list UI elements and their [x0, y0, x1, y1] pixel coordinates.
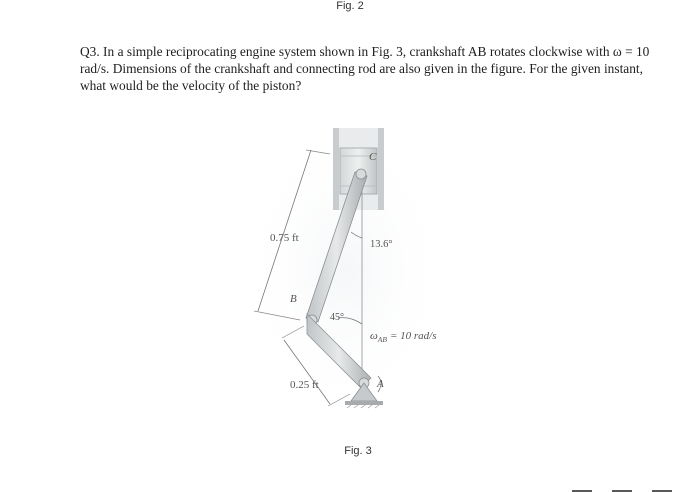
label-B: B — [290, 293, 297, 305]
label-rod-angle: 13.6° — [370, 239, 393, 250]
question-text: Q3. In a simple reciprocating engine system shown in Fig. 3, crankshaft AB rotates clockwise with ω = 10 rad/s. Dimensions of the crankshaft and connecting rod are also given in the figure. For the given instant, what would be the velocity of the piston? — [80, 44, 650, 93]
label-crank-angle: 45° — [330, 312, 344, 323]
label-C: C — [369, 151, 377, 163]
bottom-edge-marks — [572, 488, 692, 492]
label-crank-length: 0.25 ft — [290, 379, 319, 391]
figure-3-caption: Fig. 3 — [344, 445, 372, 457]
omega-value: = 10 rad/s — [389, 330, 437, 342]
omega-subscript: AB — [377, 335, 387, 344]
figure-2-label: Fig. 2 — [336, 0, 364, 12]
label-rod-length: 0.75 ft — [270, 232, 299, 244]
omega-symbol: ω — [370, 330, 378, 342]
label-A: A — [377, 378, 384, 390]
